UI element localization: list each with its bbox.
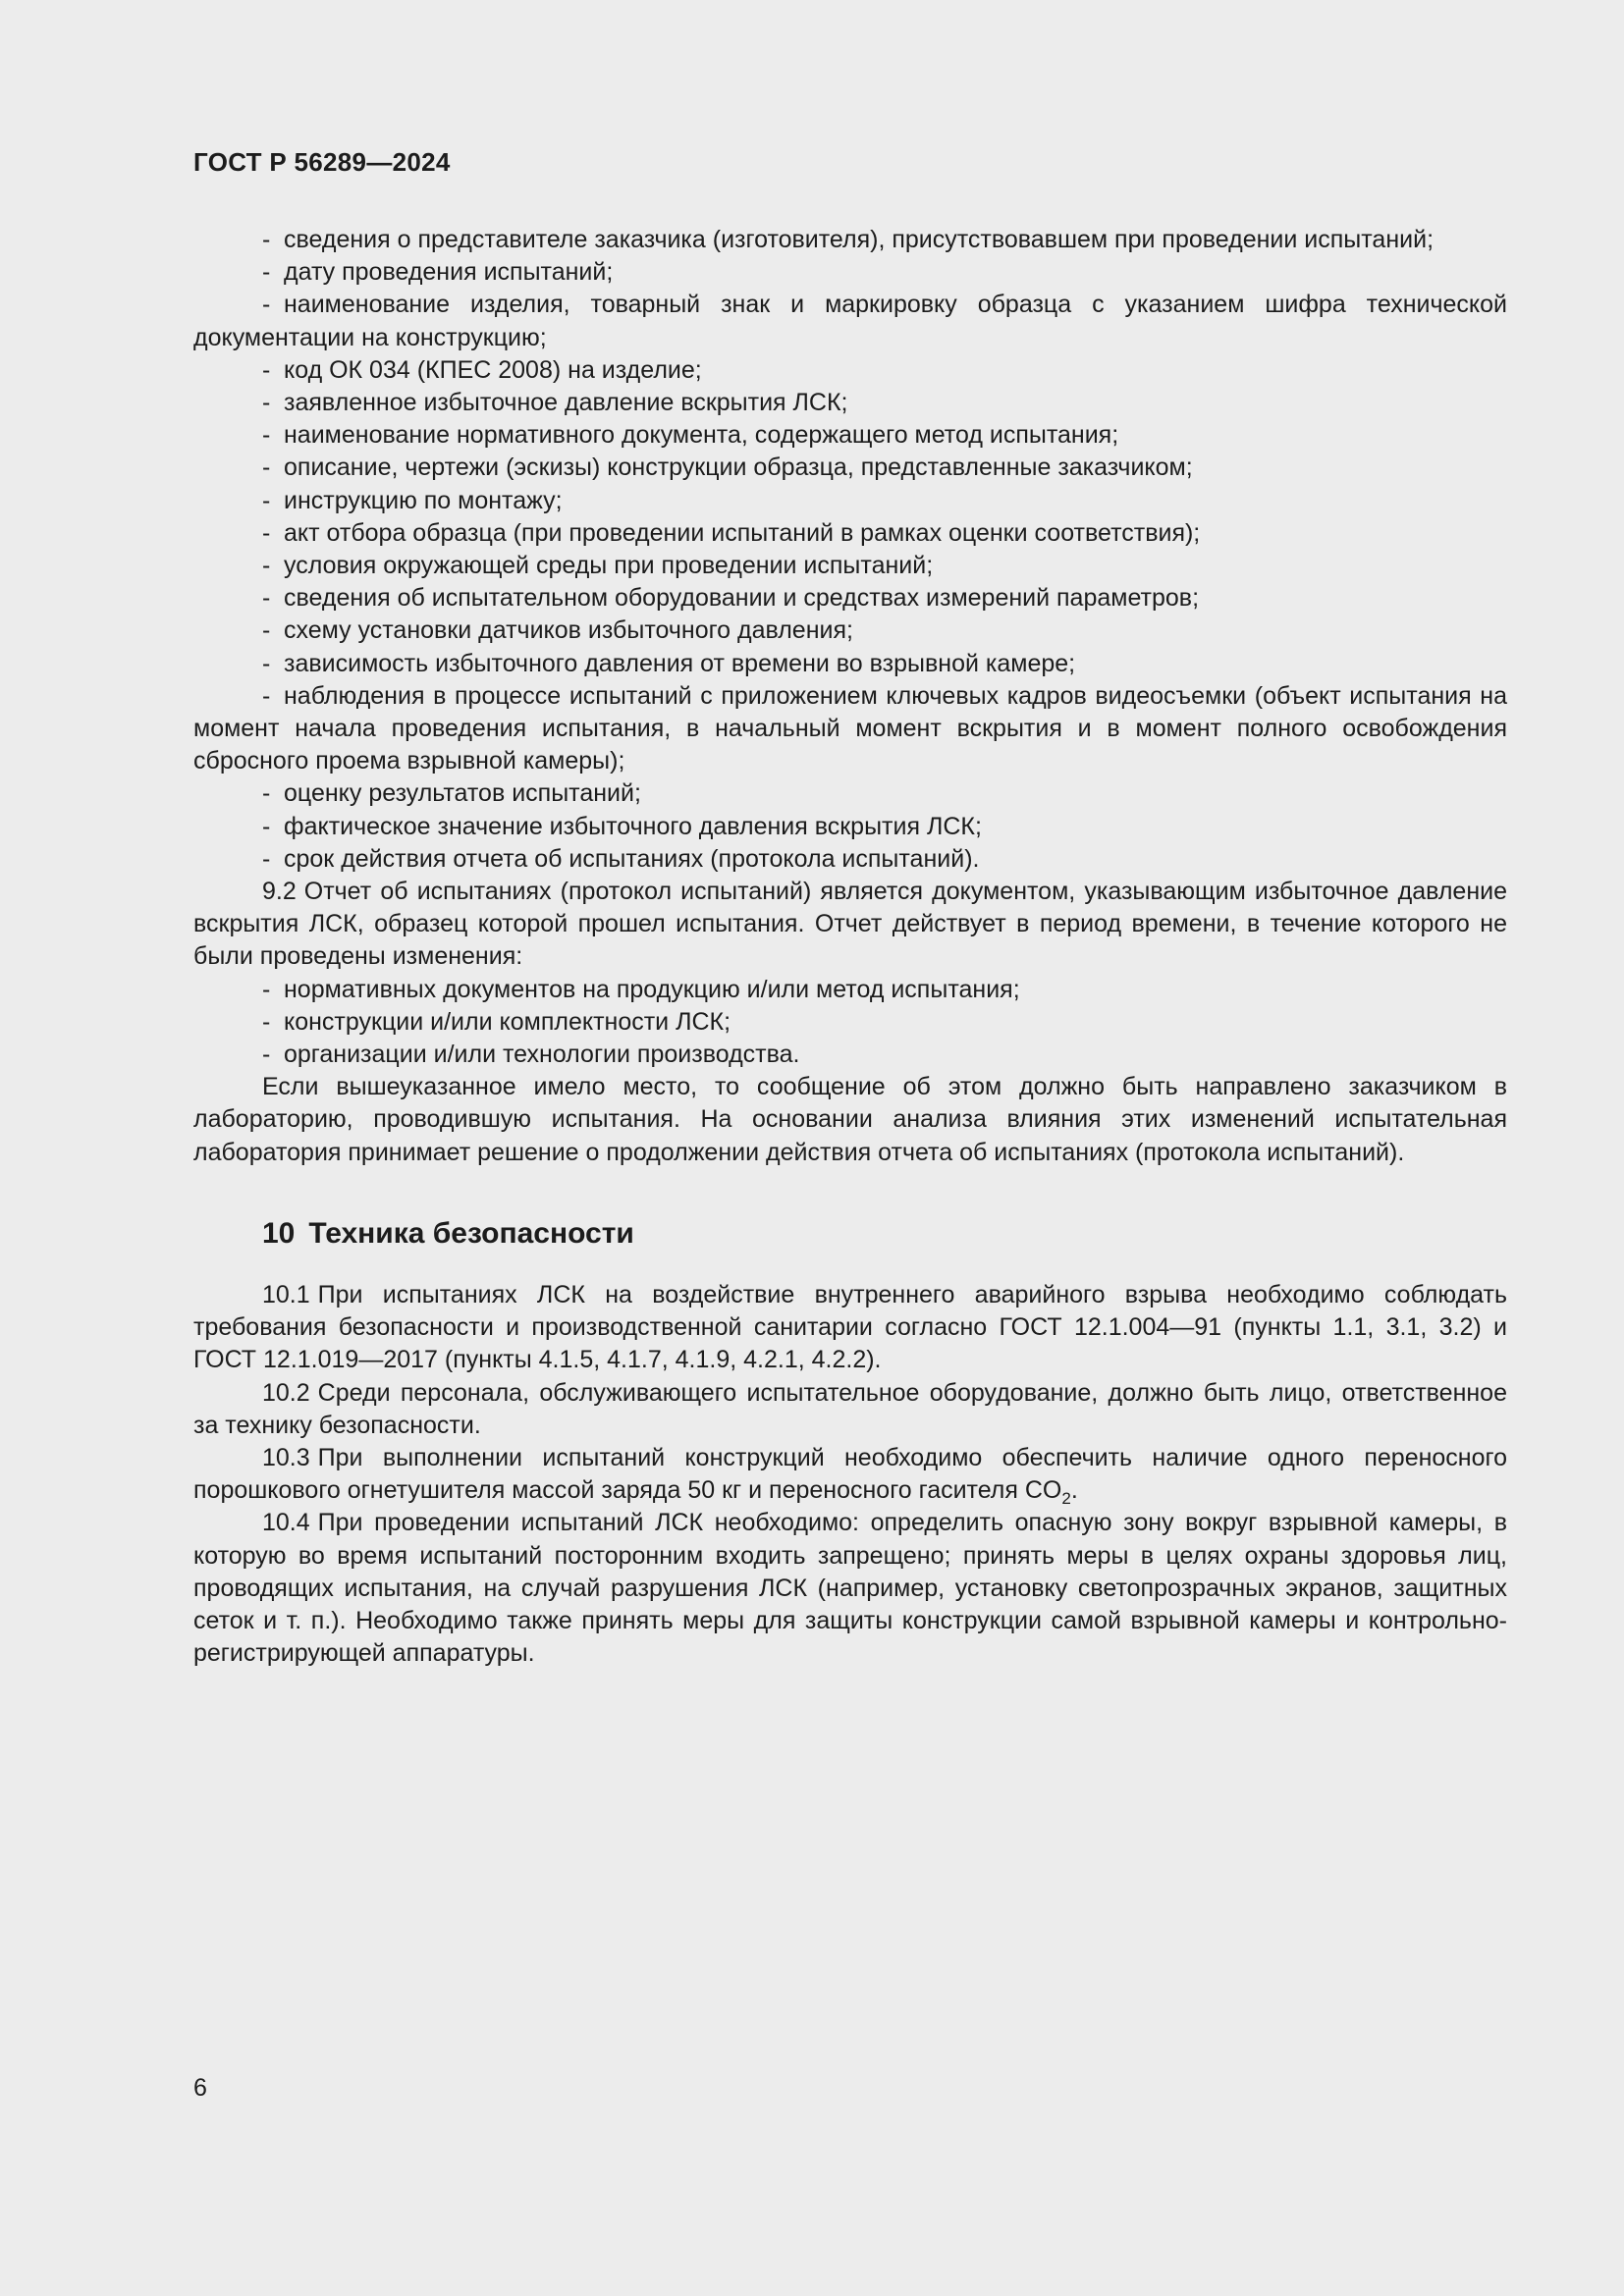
list-item: - акт отбора образца (при проведении испытаний в рамках оценки соответствия);	[262, 518, 1201, 547]
clause-text: При выполнении испытаний конструкций необходимо обеспечить наличие одного переносного порошкового огнетушителя массой заряда 50 кг и переносного гасителя CO	[193, 1443, 1507, 1505]
clause-10-4	[193, 1507, 1507, 1670]
clause-number: 10.3	[262, 1443, 310, 1471]
clause-text-end: .	[1070, 1476, 1078, 1505]
list-item: - срок действия отчета об испытаниях (протокола испытаний).	[262, 844, 980, 873]
document-body	[193, 224, 1507, 1670]
list-item: - дату проведения испытаний;	[262, 258, 614, 287]
clause-10-2	[193, 1377, 1507, 1442]
list-item: - инструкцию по монтажу;	[262, 486, 563, 514]
clause-number: 10.2	[262, 1378, 310, 1407]
changes-list	[193, 974, 1507, 1072]
clause-text: При проведении испытаний ЛСК необходимо: определить опасную зону вокруг взрывной камеры, в которую во время испытаний посторонним входить запрещено; принять меры в целях охраны здоровья лиц, проводящих испытания, на случай разрушения ЛСК (например, установку светопрозрачных экранов, защитных сеток и т. п.). Необходимо также принять меры для защиты конструкции самой взрывной камеры и контрольно-регистрирующей аппаратуры.	[193, 1509, 1507, 1668]
standard-code-header: ГОСТ Р 56289—2024	[193, 147, 451, 177]
list-item: - сведения о представителе заказчика (изготовителя), присутствовавшем при проведении испытаний;	[262, 226, 1435, 253]
list-item: - описание, чертежи (эскизы) конструкции образца, представленные заказчиком;	[262, 454, 1193, 482]
list-item: - наименование изделия, товарный знак и маркировку образца с указанием шифра технической документации на конструкцию;	[193, 291, 1507, 351]
section-title: Техника безопасности	[308, 1216, 634, 1250]
list-item: - заявленное избыточное давление вскрытия ЛСК;	[262, 389, 848, 417]
list-item: - условия окружающей среды при проведении испытаний;	[262, 552, 934, 580]
clause-text: Среди персонала, обслуживающего испытательное оборудование, должно быть лицо, ответственное за технику безопасности.	[193, 1378, 1507, 1439]
clause-9-2-closing: Если вышеуказанное имело место, то сообщение об этом должно быть направлено заказчиком в лабораторию, проводившую испытания. На основании анализа влияния этих изменений испытательная лаборатория принимает решение о продолжении действия отчета об испытаниях (протокола испытаний).	[193, 1073, 1507, 1166]
list-item: - фактическое значение избыточного давления вскрытия ЛСК;	[262, 812, 982, 840]
list-item: - организации и/или технологии производства.	[262, 1041, 800, 1069]
clause-number: 10.4	[262, 1509, 310, 1537]
clause-number: 10.1	[262, 1280, 310, 1308]
list-item: - нормативных документов на продукцию и/или метод испытания;	[262, 975, 1020, 1003]
list-item: - наименование нормативного документа, содержащего метод испытания;	[262, 421, 1119, 450]
list-item: - код ОК 034 (КПЕС 2008) на изделие;	[262, 355, 702, 384]
list-item: - сведения об испытательном оборудовании и средствах измерений параметров;	[262, 584, 1200, 613]
section-heading	[193, 1216, 1507, 1252]
clause-10-1	[193, 1279, 1507, 1377]
clause-text: При испытаниях ЛСК на воздействие внутреннего аварийного взрыва необходимо соблюдать требования безопасности и производственной санитарии согласно ГОСТ 12.1.004—91 (пункты 1.1, 3.1, 3.2) и ГОСТ 12.1.019—2017 (пункты 4.1.5, 4.1.7, 4.1.9, 4.2.1, 4.2.2).	[193, 1280, 1507, 1374]
section-number: 10	[262, 1216, 296, 1250]
report-contents-list	[193, 224, 1507, 876]
list-item: - наблюдения в процессе испытаний с приложением ключевых кадров видеосъемки (объект испытания на момент начала проведения испытания, в начальный момент вскрытия и в момент полного освобождения сбросного проема взрывной камеры);	[193, 681, 1507, 775]
list-item: - оценку результатов испытаний;	[262, 779, 641, 808]
page-number: 6	[193, 2074, 207, 2102]
clause-9-2	[193, 876, 1507, 974]
clause-text: Отчет об испытаниях (протокол испытаний) является документом, указывающим избыточное давление вскрытия ЛСК, образец которой прошел испытания. Отчет действует в период времени, в течение которого не были проведены изменения:	[193, 878, 1507, 971]
clause-10-3	[193, 1442, 1507, 1507]
list-item: - схему установки датчиков избыточного давления;	[262, 616, 853, 645]
subscript: 2	[1061, 1489, 1071, 1509]
clause-number: 9.2	[262, 878, 297, 906]
list-item: - конструкции и/или комплектности ЛСК;	[262, 1007, 731, 1036]
list-item: - зависимость избыточного давления от времени во взрывной камере;	[262, 649, 1076, 677]
